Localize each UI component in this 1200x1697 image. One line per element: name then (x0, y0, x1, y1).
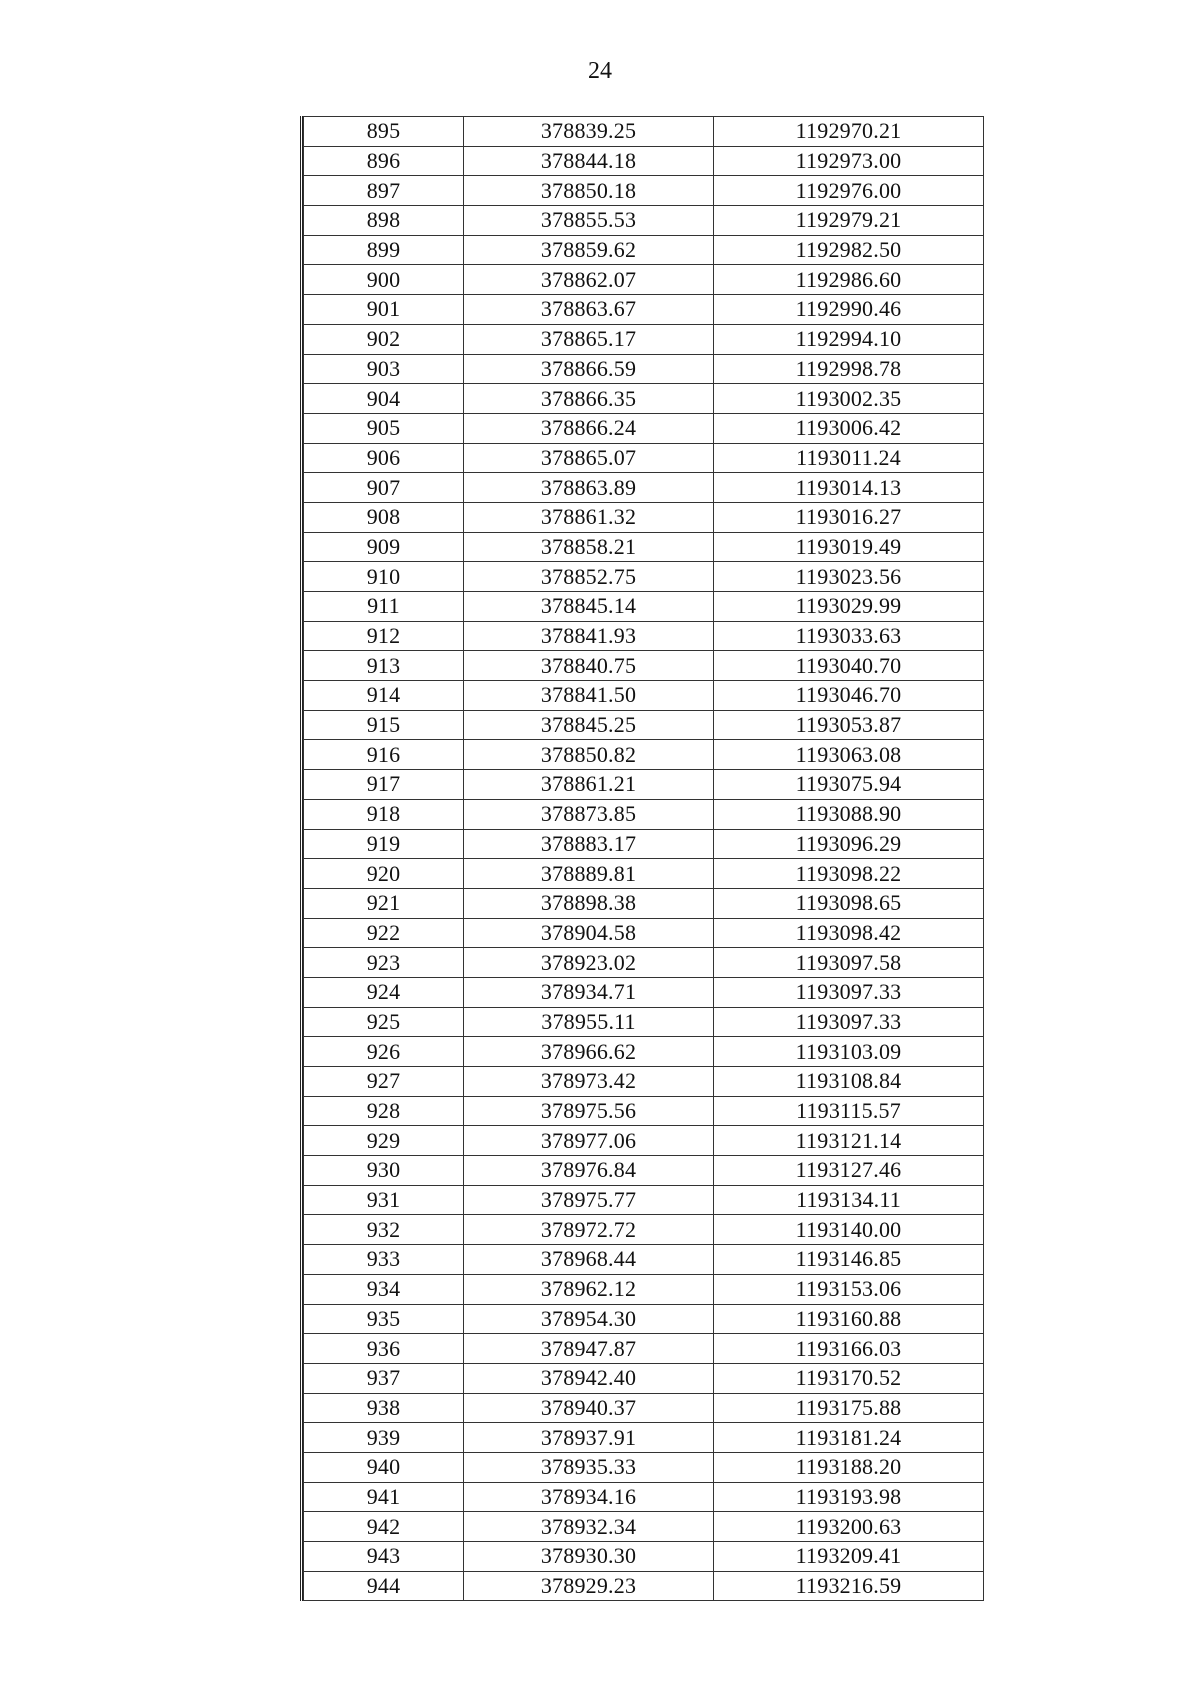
table-row (304, 473, 984, 503)
table-row (304, 324, 984, 354)
point-number-cell: 897 (304, 176, 464, 206)
y-coordinate-cell: 1193014.13 (714, 473, 984, 503)
x-coordinate-cell: 378859.62 (464, 235, 714, 265)
y-coordinate-cell: 1192970.21 (714, 117, 984, 147)
page-number: 24 (588, 58, 612, 84)
y-coordinate-cell: 1193170.52 (714, 1363, 984, 1393)
point-number-cell: 940 (304, 1452, 464, 1482)
x-coordinate-cell: 378862.07 (464, 265, 714, 295)
point-number-cell: 942 (304, 1512, 464, 1542)
point-number-cell: 899 (304, 235, 464, 265)
y-coordinate-cell: 1192986.60 (714, 265, 984, 295)
y-coordinate-cell: 1192979.21 (714, 206, 984, 236)
x-coordinate-cell: 378947.87 (464, 1334, 714, 1364)
y-coordinate-cell: 1193146.85 (714, 1245, 984, 1275)
y-coordinate-cell: 1193096.29 (714, 829, 984, 859)
table-row (304, 1452, 984, 1482)
x-coordinate-cell: 378845.14 (464, 592, 714, 622)
point-number-cell: 930 (304, 1156, 464, 1186)
point-number-cell: 935 (304, 1304, 464, 1334)
y-coordinate-cell: 1193029.99 (714, 592, 984, 622)
x-coordinate-cell: 378841.93 (464, 621, 714, 651)
table-row (304, 384, 984, 414)
table-row (304, 1304, 984, 1334)
coordinates-table-body (304, 117, 984, 1601)
y-coordinate-cell: 1193193.98 (714, 1482, 984, 1512)
x-coordinate-cell: 378923.02 (464, 948, 714, 978)
y-coordinate-cell: 1193127.46 (714, 1156, 984, 1186)
x-coordinate-cell: 378866.24 (464, 413, 714, 443)
point-number-cell: 917 (304, 770, 464, 800)
point-number-cell: 906 (304, 443, 464, 473)
x-coordinate-cell: 378934.71 (464, 977, 714, 1007)
y-coordinate-cell: 1193098.22 (714, 859, 984, 889)
point-number-cell: 933 (304, 1245, 464, 1275)
table-row (304, 1037, 984, 1067)
x-coordinate-cell: 378966.62 (464, 1037, 714, 1067)
point-number-cell: 931 (304, 1185, 464, 1215)
point-number-cell: 915 (304, 710, 464, 740)
table-row (304, 413, 984, 443)
point-number-cell: 902 (304, 324, 464, 354)
y-coordinate-cell: 1193166.03 (714, 1334, 984, 1364)
table-row (304, 502, 984, 532)
y-coordinate-cell: 1193088.90 (714, 799, 984, 829)
y-coordinate-cell: 1193115.57 (714, 1096, 984, 1126)
x-coordinate-cell: 378968.44 (464, 1245, 714, 1275)
point-number-cell: 922 (304, 918, 464, 948)
x-coordinate-cell: 378850.82 (464, 740, 714, 770)
point-number-cell: 937 (304, 1363, 464, 1393)
table-row (304, 681, 984, 711)
table-row (304, 1096, 984, 1126)
point-number-cell: 936 (304, 1334, 464, 1364)
table-row (304, 918, 984, 948)
y-coordinate-cell: 1193097.33 (714, 1007, 984, 1037)
table-row (304, 1274, 984, 1304)
table-row (304, 443, 984, 473)
x-coordinate-cell: 378937.91 (464, 1423, 714, 1453)
x-coordinate-cell: 378841.50 (464, 681, 714, 711)
table-row (304, 1126, 984, 1156)
y-coordinate-cell: 1193097.33 (714, 977, 984, 1007)
x-coordinate-cell: 378935.33 (464, 1452, 714, 1482)
y-coordinate-cell: 1192982.50 (714, 235, 984, 265)
y-coordinate-cell: 1193040.70 (714, 651, 984, 681)
y-coordinate-cell: 1193209.41 (714, 1542, 984, 1572)
x-coordinate-cell: 378975.56 (464, 1096, 714, 1126)
y-coordinate-cell: 1193075.94 (714, 770, 984, 800)
point-number-cell: 909 (304, 532, 464, 562)
table-row (304, 948, 984, 978)
x-coordinate-cell: 378975.77 (464, 1185, 714, 1215)
table-row (304, 888, 984, 918)
x-coordinate-cell: 378863.67 (464, 295, 714, 325)
y-coordinate-cell: 1193006.42 (714, 413, 984, 443)
table-row (304, 592, 984, 622)
x-coordinate-cell: 378855.53 (464, 206, 714, 236)
x-coordinate-cell: 378977.06 (464, 1126, 714, 1156)
y-coordinate-cell: 1193181.24 (714, 1423, 984, 1453)
x-coordinate-cell: 378852.75 (464, 562, 714, 592)
table-row (304, 146, 984, 176)
point-number-cell: 905 (304, 413, 464, 443)
table-row (304, 235, 984, 265)
table-row (304, 1067, 984, 1097)
y-coordinate-cell: 1193098.65 (714, 888, 984, 918)
point-number-cell: 939 (304, 1423, 464, 1453)
y-coordinate-cell: 1193033.63 (714, 621, 984, 651)
table-row (304, 1334, 984, 1364)
table-row (304, 354, 984, 384)
table-row (304, 651, 984, 681)
table-row (304, 977, 984, 1007)
point-number-cell: 921 (304, 888, 464, 918)
point-number-cell: 927 (304, 1067, 464, 1097)
y-coordinate-cell: 1192994.10 (714, 324, 984, 354)
x-coordinate-cell: 378976.84 (464, 1156, 714, 1186)
point-number-cell: 904 (304, 384, 464, 414)
point-number-cell: 925 (304, 1007, 464, 1037)
x-coordinate-cell: 378955.11 (464, 1007, 714, 1037)
x-coordinate-cell: 378940.37 (464, 1393, 714, 1423)
y-coordinate-cell: 1193140.00 (714, 1215, 984, 1245)
point-number-cell: 923 (304, 948, 464, 978)
table-row (304, 829, 984, 859)
table-row (304, 740, 984, 770)
y-coordinate-cell: 1193097.58 (714, 948, 984, 978)
coordinates-table-container (300, 116, 983, 1601)
point-number-cell: 944 (304, 1571, 464, 1601)
table-row (304, 265, 984, 295)
y-coordinate-cell: 1193108.84 (714, 1067, 984, 1097)
point-number-cell: 929 (304, 1126, 464, 1156)
y-coordinate-cell: 1193200.63 (714, 1512, 984, 1542)
table-row (304, 1215, 984, 1245)
point-number-cell: 896 (304, 146, 464, 176)
x-coordinate-cell: 378840.75 (464, 651, 714, 681)
point-number-cell: 895 (304, 117, 464, 147)
table-row (304, 710, 984, 740)
x-coordinate-cell: 378866.59 (464, 354, 714, 384)
y-coordinate-cell: 1193019.49 (714, 532, 984, 562)
point-number-cell: 941 (304, 1482, 464, 1512)
x-coordinate-cell: 378930.30 (464, 1542, 714, 1572)
point-number-cell: 928 (304, 1096, 464, 1126)
x-coordinate-cell: 378865.17 (464, 324, 714, 354)
point-number-cell: 903 (304, 354, 464, 384)
table-row (304, 1363, 984, 1393)
table-row (304, 1245, 984, 1275)
x-coordinate-cell: 378844.18 (464, 146, 714, 176)
y-coordinate-cell: 1193216.59 (714, 1571, 984, 1601)
x-coordinate-cell: 378962.12 (464, 1274, 714, 1304)
x-coordinate-cell: 378904.58 (464, 918, 714, 948)
y-coordinate-cell: 1193063.08 (714, 740, 984, 770)
x-coordinate-cell: 378863.89 (464, 473, 714, 503)
point-number-cell: 907 (304, 473, 464, 503)
table-row (304, 1423, 984, 1453)
y-coordinate-cell: 1193002.35 (714, 384, 984, 414)
point-number-cell: 912 (304, 621, 464, 651)
x-coordinate-cell: 378883.17 (464, 829, 714, 859)
x-coordinate-cell: 378954.30 (464, 1304, 714, 1334)
x-coordinate-cell: 378934.16 (464, 1482, 714, 1512)
table-row (304, 1156, 984, 1186)
point-number-cell: 913 (304, 651, 464, 681)
y-coordinate-cell: 1193188.20 (714, 1452, 984, 1482)
y-coordinate-cell: 1193098.42 (714, 918, 984, 948)
x-coordinate-cell: 378929.23 (464, 1571, 714, 1601)
y-coordinate-cell: 1193153.06 (714, 1274, 984, 1304)
y-coordinate-cell: 1193121.14 (714, 1126, 984, 1156)
x-coordinate-cell: 378932.34 (464, 1512, 714, 1542)
table-row (304, 621, 984, 651)
y-coordinate-cell: 1193011.24 (714, 443, 984, 473)
x-coordinate-cell: 378873.85 (464, 799, 714, 829)
point-number-cell: 938 (304, 1393, 464, 1423)
x-coordinate-cell: 378839.25 (464, 117, 714, 147)
table-row (304, 117, 984, 147)
table-row (304, 1512, 984, 1542)
y-coordinate-cell: 1193134.11 (714, 1185, 984, 1215)
point-number-cell: 918 (304, 799, 464, 829)
table-row (304, 799, 984, 829)
table-row (304, 532, 984, 562)
y-coordinate-cell: 1193046.70 (714, 681, 984, 711)
y-coordinate-cell: 1193023.56 (714, 562, 984, 592)
point-number-cell: 898 (304, 206, 464, 236)
table-row (304, 1482, 984, 1512)
table-row (304, 206, 984, 236)
point-number-cell: 916 (304, 740, 464, 770)
table-row (304, 1542, 984, 1572)
point-number-cell: 932 (304, 1215, 464, 1245)
x-coordinate-cell: 378866.35 (464, 384, 714, 414)
point-number-cell: 934 (304, 1274, 464, 1304)
table-row (304, 1393, 984, 1423)
y-coordinate-cell: 1192973.00 (714, 146, 984, 176)
x-coordinate-cell: 378845.25 (464, 710, 714, 740)
y-coordinate-cell: 1193175.88 (714, 1393, 984, 1423)
x-coordinate-cell: 378861.21 (464, 770, 714, 800)
y-coordinate-cell: 1192998.78 (714, 354, 984, 384)
x-coordinate-cell: 378889.81 (464, 859, 714, 889)
x-coordinate-cell: 378858.21 (464, 532, 714, 562)
table-row (304, 295, 984, 325)
x-coordinate-cell: 378898.38 (464, 888, 714, 918)
table-row (304, 1007, 984, 1037)
y-coordinate-cell: 1193103.09 (714, 1037, 984, 1067)
point-number-cell: 914 (304, 681, 464, 711)
point-number-cell: 919 (304, 829, 464, 859)
y-coordinate-cell: 1193053.87 (714, 710, 984, 740)
x-coordinate-cell: 378850.18 (464, 176, 714, 206)
x-coordinate-cell: 378942.40 (464, 1363, 714, 1393)
table-row (304, 1185, 984, 1215)
point-number-cell: 908 (304, 502, 464, 532)
table-row (304, 562, 984, 592)
y-coordinate-cell: 1193160.88 (714, 1304, 984, 1334)
point-number-cell: 924 (304, 977, 464, 1007)
point-number-cell: 901 (304, 295, 464, 325)
point-number-cell: 910 (304, 562, 464, 592)
point-number-cell: 911 (304, 592, 464, 622)
y-coordinate-cell: 1192990.46 (714, 295, 984, 325)
coordinates-table (303, 116, 984, 1601)
point-number-cell: 943 (304, 1542, 464, 1572)
table-row (304, 770, 984, 800)
point-number-cell: 920 (304, 859, 464, 889)
point-number-cell: 926 (304, 1037, 464, 1067)
y-coordinate-cell: 1193016.27 (714, 502, 984, 532)
table-row (304, 859, 984, 889)
table-row (304, 176, 984, 206)
x-coordinate-cell: 378973.42 (464, 1067, 714, 1097)
table-row (304, 1571, 984, 1601)
x-coordinate-cell: 378865.07 (464, 443, 714, 473)
point-number-cell: 900 (304, 265, 464, 295)
x-coordinate-cell: 378861.32 (464, 502, 714, 532)
x-coordinate-cell: 378972.72 (464, 1215, 714, 1245)
y-coordinate-cell: 1192976.00 (714, 176, 984, 206)
